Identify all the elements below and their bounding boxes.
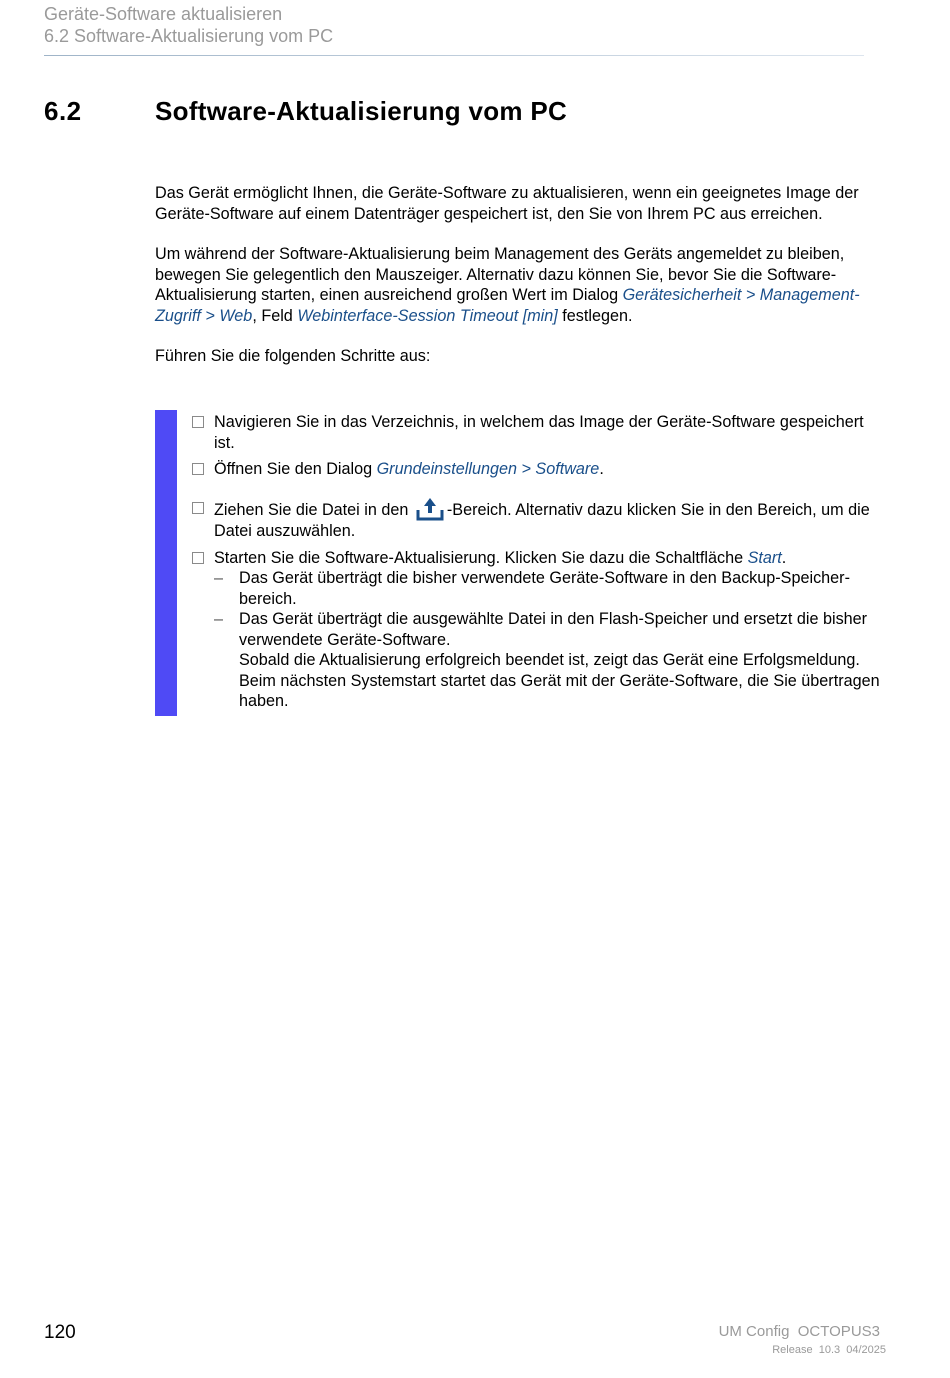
footer-document: UM Config OCTOPUS3 [718, 1323, 880, 1340]
page-number: 120 [44, 1322, 76, 1343]
running-header-chapter: Geräte-Software aktualisieren [44, 4, 283, 24]
list-dash: – [214, 569, 224, 587]
session-text-a: Um während der Software-Aktualisierung beim Management des Geräts angemeldet zu bleiben, bewegen Sie gelegentlich den Mauszeiger. Alternativ dazu können Sie, bevor Sie die Software-Aktualisierung starten, einen ausreichend großen Wert im Dialog [155, 245, 845, 304]
timeout-field-link: Webinterface-Session Timeout [min] [297, 306, 558, 325]
step-drag-text-a: Ziehen Sie die Datei in den [214, 501, 413, 519]
substep-flash [239, 609, 889, 712]
step-checkbox [192, 552, 204, 564]
footer-release: Release 10.3 04/2025 [772, 1344, 886, 1356]
start-button-link: Start [747, 549, 782, 567]
running-header-section: 6.2 Software-Aktualisierung vom PC [44, 26, 334, 46]
procedure-accent-bar [155, 410, 177, 716]
substep-flash-text: Das Gerät überträgt die ausgewählte Datei in den Flash-Speicher und ersetzt die bisher verwendete Geräte-Software. [239, 610, 868, 649]
result-success: Sobald die Aktualisierung erfolgreich beendet ist, zeigt das Gerät eine Erfolgsmeldung. [239, 651, 860, 669]
session-paragraph [155, 244, 890, 326]
step-open-dialog [214, 459, 884, 480]
software-dialog-link: Grundeinstellungen > Software [376, 460, 600, 478]
section-number: 6.2 [44, 96, 82, 126]
session-text-c: festlegen. [557, 306, 633, 325]
step-start-end: . [781, 549, 787, 567]
substep-backup: Das Gerät überträgt die bisher verwendete Geräte-Software in den Backup-Speicherbereich. [239, 569, 850, 608]
step-drag-file [214, 497, 884, 542]
section-title: Software-Aktualisierung vom PC [155, 96, 568, 126]
step-start-text: Starten Sie die Software-Aktualisierung. Klicken Sie dazu die Schaltfläche [214, 549, 748, 567]
steps-intro: Führen Sie die folgenden Schritte aus: [155, 347, 431, 365]
list-dash: – [214, 610, 224, 628]
step-checkbox [192, 463, 204, 475]
step-navigate: Navigieren Sie in das Verzeichnis, in welchem das Image der Geräte-Software gespeichert ist. [214, 413, 864, 452]
upload-icon [415, 497, 445, 521]
dialog-path-link: Gerätesicherheit > Management-Zugriff > Web [155, 286, 860, 325]
step-start-update [214, 548, 884, 569]
step-open-dialog-text: Öffnen Sie den Dialog [214, 460, 377, 478]
step-checkbox [192, 502, 204, 514]
session-text-b: , Feld [252, 306, 298, 325]
step-checkbox [192, 416, 204, 428]
result-restart: Beim nächsten Systemstart startet das Gerät mit der Geräte-Software, die Sie übertragen haben. [239, 671, 880, 710]
step-drag-text-b: -Bereich. Alternativ dazu klicken Sie in den Bereich, um die Datei auszuwählen. [214, 501, 870, 540]
step-open-dialog-end: . [599, 460, 604, 478]
intro-paragraph: Das Gerät ermöglicht Ihnen, die Geräte-Software zu aktualisieren, wenn ein geeignetes Image der Geräte-Software auf einem Datenträger gespeichert ist, den Sie von Ihrem PC aus erreichen. [155, 184, 859, 223]
header-divider [44, 55, 864, 56]
